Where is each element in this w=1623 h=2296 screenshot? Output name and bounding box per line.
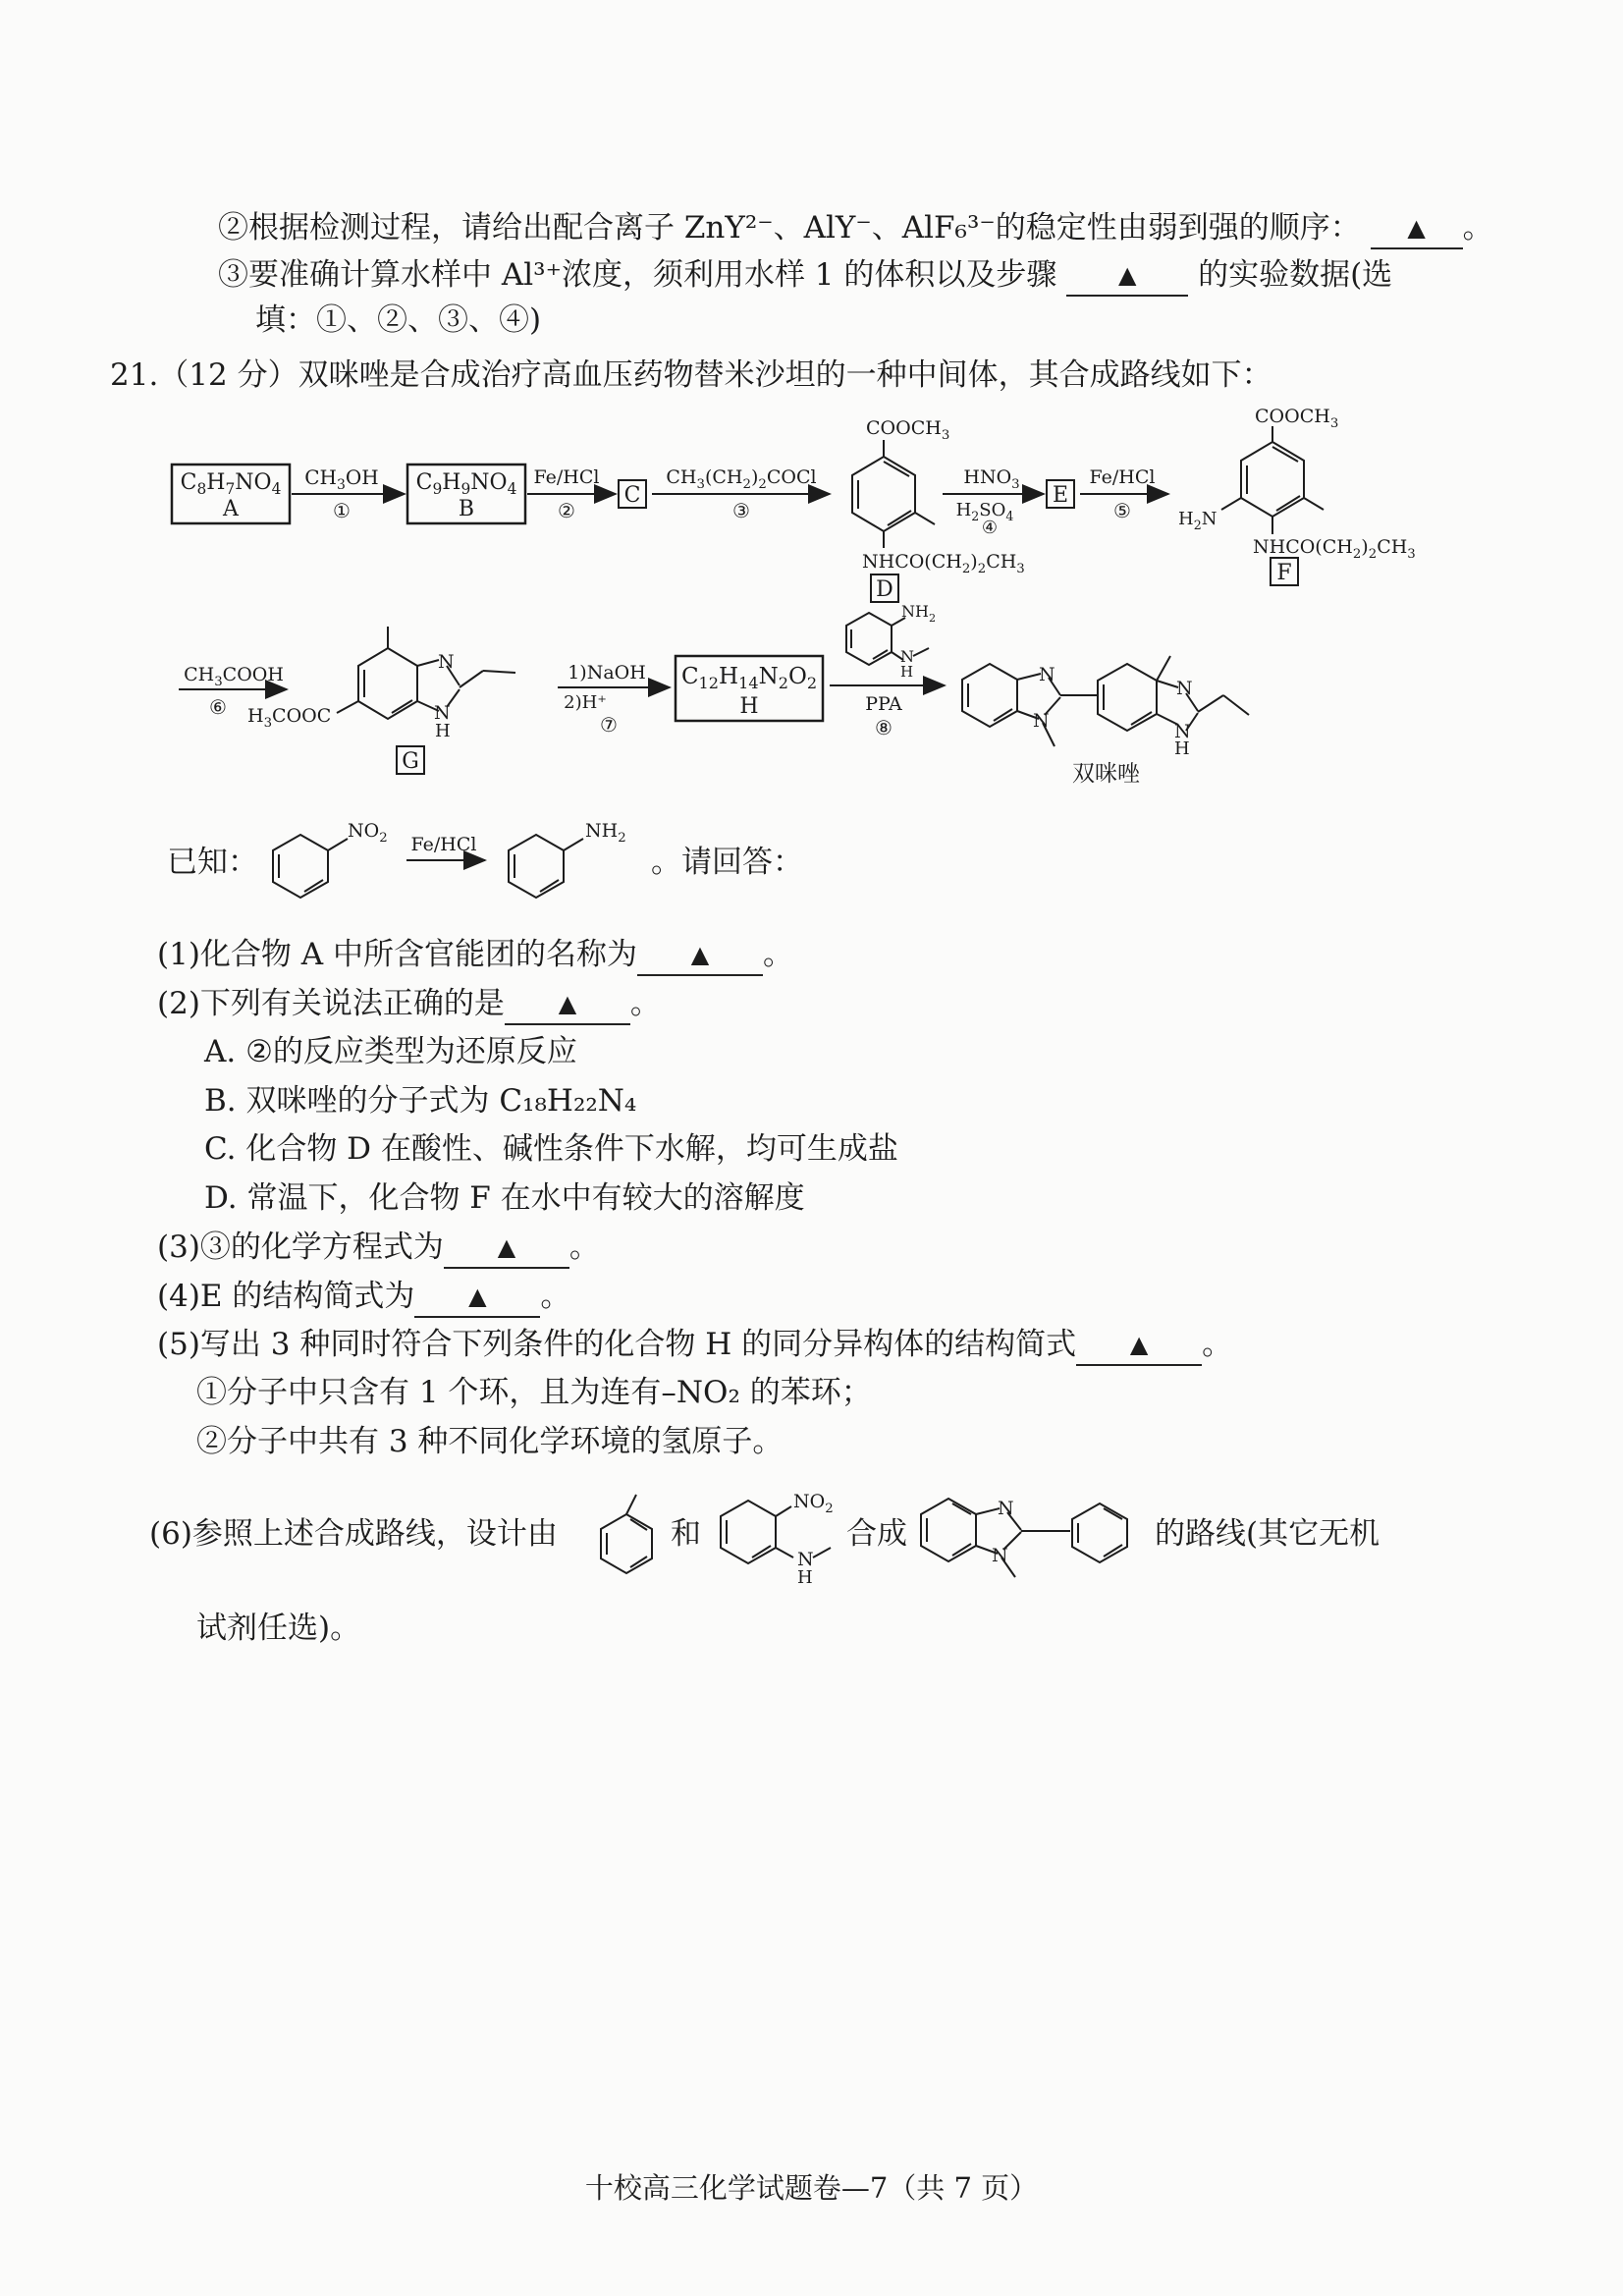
step3-number: ③ <box>732 499 750 522</box>
step2-reagent: Fe/HCl <box>533 466 600 488</box>
compound-g-ester: $H_3COOC$ <box>247 705 332 731</box>
question-1: (1)化合物 A 中所含官能团的名称为 ▲ 。 <box>157 935 793 978</box>
step5-number: ⑤ <box>1113 499 1131 522</box>
question-5: (5)写出 3 种同时符合下列条件的化合物 H 的同分异构体的结构简式 ▲ 。 <box>157 1325 1232 1368</box>
step4-number: ④ <box>981 518 999 538</box>
step8-reagent-nh2: $NH_2$ <box>901 602 937 625</box>
step8-reagent-h: H <box>900 663 914 681</box>
step8-number: ⑧ <box>875 716 893 739</box>
compound-c-label: C <box>623 483 641 508</box>
toluene-structure <box>601 1495 652 1573</box>
question-6-cont: 试剂任选)。 <box>196 1611 361 1646</box>
option-b: B. 双咪唑的分子式为 C₁₈H₂₂N₄ <box>204 1083 637 1119</box>
step7-reagent-top: 1)NaOH <box>568 662 646 683</box>
compound-g-amine-h: H <box>435 721 451 741</box>
compound-b-formula: $C_9H_9NO_4$ <box>415 470 517 498</box>
question-6-structures <box>0 1453 1623 1611</box>
q6-n-label: N <box>797 1549 814 1570</box>
condition-2: ②分子中共有 3 种不同化学环境的氢原子。 <box>196 1424 784 1459</box>
known-suffix: 。请回答： <box>651 845 803 880</box>
compound-b-label: B <box>458 497 475 521</box>
q21-intro: 21.（12 分）双咪唑是合成治疗高血压药物替米沙坦的一种中间体，其合成路线如下： <box>110 357 1272 393</box>
step4-reagent-top: $HNO_3$ <box>963 466 1020 492</box>
compound-d-label: D <box>876 577 893 602</box>
question-4: (4)E 的结构简式为 ▲ 。 <box>157 1277 570 1320</box>
compound-d-ester: $COOCH_3$ <box>866 417 950 443</box>
condition-1: ①分子中只含有 1 个环，且为连有–NO₂ 的苯环； <box>196 1375 872 1410</box>
known-prefix: 已知： <box>167 845 258 880</box>
compound-h-formula: $C_{12}H_{14}N_2O_2$ <box>680 664 818 692</box>
step6-number: ⑥ <box>209 695 227 719</box>
compound-g-structure <box>337 627 515 719</box>
page-footer: 十校高三化学试题卷—7（共 7 页） <box>584 2171 1039 2205</box>
option-c: C. 化合物 D 在酸性、碱性条件下水解，均可生成盐 <box>204 1131 898 1167</box>
known-no2-label: $NO_2$ <box>348 820 388 846</box>
question-6-mid: 合成 <box>846 1516 907 1552</box>
product-n2: N <box>1033 710 1050 732</box>
compound-a-label: A <box>223 497 239 521</box>
option-d: D. 常温下，化合物 F 在水中有较大的溶解度 <box>204 1180 805 1216</box>
answer-blank: ▲ <box>444 1226 569 1269</box>
target-n1: N <box>998 1498 1014 1519</box>
answer-blank: ▲ <box>414 1275 540 1318</box>
compound-f-label: F <box>1276 561 1292 585</box>
compound-f-amine: $H_2N$ <box>1178 509 1217 532</box>
compound-h-label: H <box>739 694 759 719</box>
compound-f-ester: $COOCH_3$ <box>1255 406 1339 431</box>
target-n2: N <box>992 1545 1008 1566</box>
compound-f-amide: $NHCO(CH_2)_2CH_3$ <box>1253 536 1416 562</box>
step3-reagent: $CH_3(CH_2)_2COCl$ <box>666 466 817 492</box>
compound-d-amide: $NHCO(CH_2)_2CH_3$ <box>862 551 1025 576</box>
step5-reagent: Fe/HCl <box>1089 466 1156 488</box>
q20-part2: ②根据检测过程，请给出配合离子 ZnY²⁻、AlY⁻、AlF₆³⁻的稳定性由弱到强的顺序： ▲ 。 <box>218 208 1493 251</box>
answer-blank: ▲ <box>505 982 630 1025</box>
product-h: H <box>1174 738 1190 759</box>
question-2: (2)下列有关说法正确的是 ▲ 。 <box>157 984 661 1027</box>
product-n4: N <box>1174 721 1191 742</box>
answer-blank: ▲ <box>637 933 763 976</box>
step7-reagent-bottom: 2)H⁺ <box>564 692 607 713</box>
known-nh2-label: $NH_2$ <box>585 820 626 846</box>
compound-d-structure <box>852 440 935 548</box>
known-reagent: Fe/HCl <box>410 834 477 855</box>
step6-reagent: $CH_3COOH$ <box>184 664 284 689</box>
known-reaction-aniline <box>509 835 583 898</box>
q6-no2-label: $NO_2$ <box>793 1491 834 1516</box>
step1-reagent: $CH_3OH$ <box>304 465 379 493</box>
known-reaction-nitrobenzene <box>273 835 348 898</box>
compound-g-imine-n: N <box>438 651 455 673</box>
option-a: A. ②的反应类型为还原反应 <box>204 1034 577 1069</box>
step4-reagent-bottom: $H_2SO_4$ <box>955 500 1014 523</box>
answer-blank: ▲ <box>1066 253 1188 297</box>
answer-blank: ▲ <box>1076 1323 1202 1366</box>
question-6-and: 和 <box>671 1516 701 1552</box>
answer-blank: ▲ <box>1371 206 1463 249</box>
compound-a-formula: $C_8H_7NO_4$ <box>180 470 282 498</box>
product-structure <box>962 656 1249 746</box>
target-structure <box>921 1499 1127 1577</box>
compound-e-label: E <box>1052 483 1069 508</box>
compound-g-amine-n: N <box>434 702 451 724</box>
compound-g-label: G <box>402 749 419 774</box>
step1-number: ① <box>333 499 351 522</box>
q20-part3: ③要准确计算水样中 Al³⁺浓度，须利用水样 1 的体积以及步骤 ▲ 的实验数据(选 <box>218 255 1392 299</box>
step8-reagent: PPA <box>865 693 902 715</box>
question-6-suffix: 的路线(其它无机 <box>1155 1516 1380 1552</box>
product-n3: N <box>1176 678 1193 699</box>
step2-number: ② <box>558 499 575 522</box>
question-6-prefix: (6)参照上述合成路线，设计由 <box>149 1516 558 1552</box>
question-3: (3)③的化学方程式为 ▲ 。 <box>157 1228 600 1271</box>
product-name: 双咪唑 <box>1072 761 1140 787</box>
q20-part3-cont: 填：①、②、③、④) <box>255 302 542 338</box>
compound-f-structure <box>1221 426 1324 534</box>
product-n1: N <box>1039 664 1055 685</box>
step8-reagent-n: N <box>900 647 914 666</box>
step7-number: ⑦ <box>600 713 618 737</box>
q6-h-label: H <box>797 1567 813 1588</box>
